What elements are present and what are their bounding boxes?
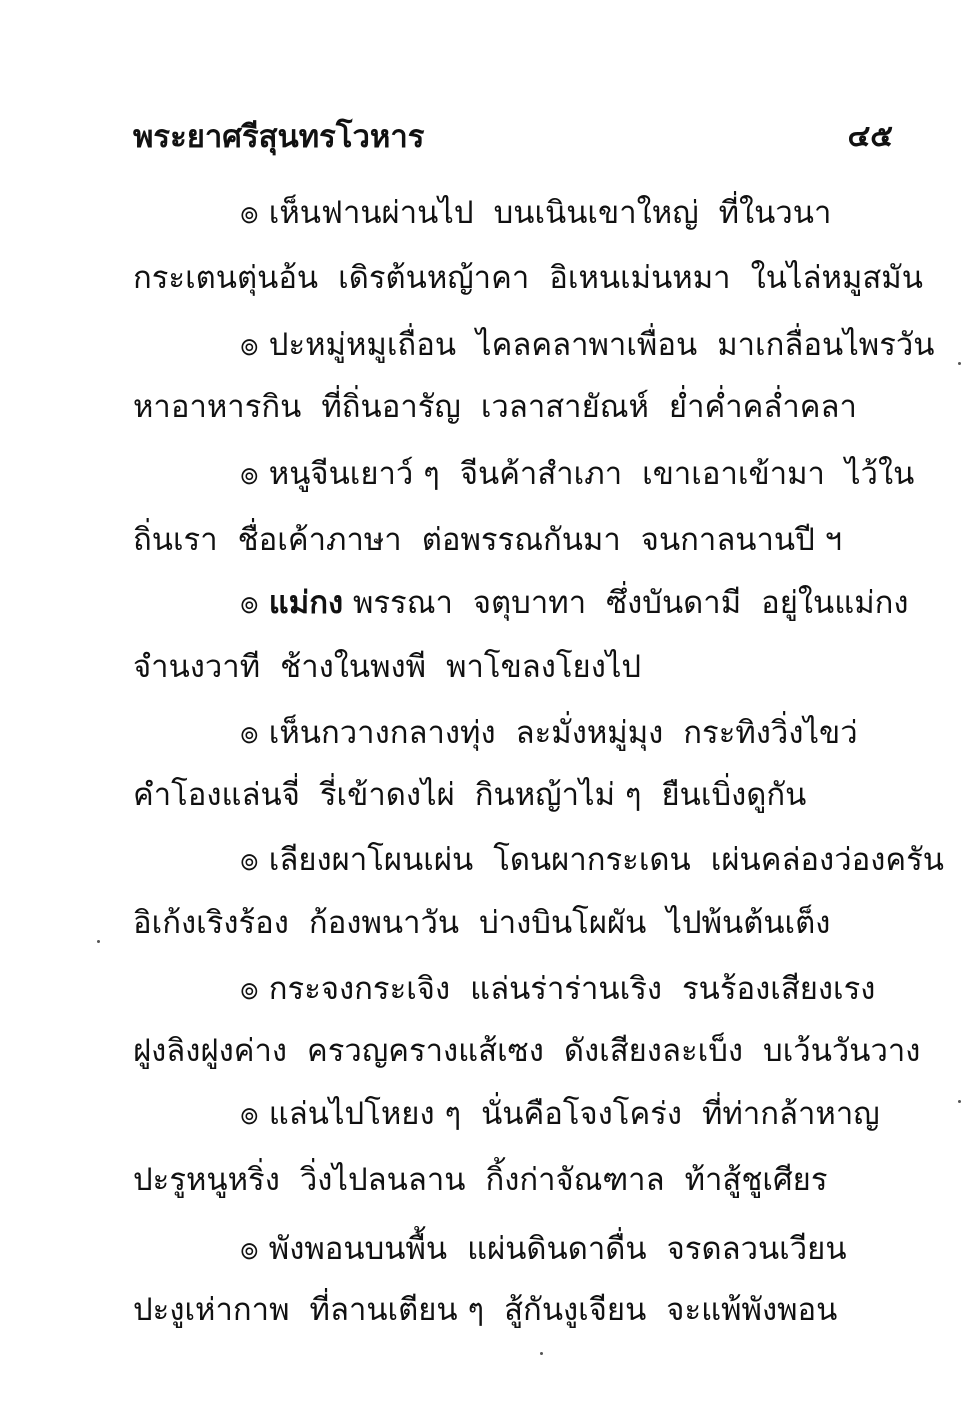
verse-line bbox=[240, 447, 915, 501]
verse-phrase: เขาเอาเข้ามา bbox=[642, 456, 825, 492]
verse-phrase: อยู่ในแม่กง bbox=[761, 585, 909, 621]
verse-line bbox=[133, 768, 896, 822]
verse-phrase: คำโองแล่นจี่ bbox=[133, 777, 300, 813]
verse-phrase: เวลาสายัณห์ bbox=[480, 389, 649, 425]
verse-line bbox=[240, 833, 944, 887]
verse-phrase: ก้องพนาวัน bbox=[308, 905, 460, 941]
verse-phrase: จตุบาทา bbox=[472, 585, 587, 621]
scan-speck bbox=[97, 940, 100, 943]
verse-phrase: จีนค้าสำเภา bbox=[459, 456, 623, 492]
verse-phrase: ต่อพรรณกันมา bbox=[421, 522, 621, 558]
verse-line bbox=[133, 380, 896, 434]
verse-phrase: ปะงูเห่ากาพ bbox=[133, 1292, 290, 1328]
verse-phrase: บ่างบินโผผัน bbox=[479, 905, 647, 941]
page-number: ๔๕ bbox=[847, 119, 893, 154]
verse-line bbox=[133, 896, 896, 950]
verse-phrase: ที่ในวนา bbox=[718, 195, 832, 231]
verse-line bbox=[240, 1222, 896, 1276]
verse-line bbox=[133, 640, 896, 694]
verse-line bbox=[133, 1153, 896, 1207]
verse-phrase: เผ่นคล่องว่องครัน bbox=[710, 842, 944, 878]
verse-phrase: ซึ่งบันดามี bbox=[606, 585, 742, 621]
verse-phrase: ถิ่นเรา bbox=[133, 522, 218, 558]
scan-speck bbox=[958, 362, 961, 365]
verse-phrase: มาเกลื่อนไพรวัน bbox=[717, 327, 935, 363]
running-head-title: พระยาศรีสุนทรโวหาร bbox=[133, 119, 425, 155]
verse-phrase: ยืนเบิ่งดูกัน bbox=[661, 777, 807, 813]
verse-line bbox=[240, 706, 896, 760]
verse-phrase: พรรณา bbox=[352, 585, 453, 621]
verse-line bbox=[240, 186, 896, 240]
section-heading-word: แม่กง bbox=[268, 585, 344, 621]
verse-phrase: ชื่อเค้าภาษา bbox=[237, 522, 402, 558]
verse-phrase: ๏ พังพอนบนพื้น bbox=[240, 1231, 448, 1267]
verse-phrase: ปะรูหนูหริ่ง bbox=[133, 1162, 280, 1198]
verse-phrase: ย่ำค่ำคล่ำคลา bbox=[668, 389, 857, 425]
verse-phrase: ที่ถิ่นอารัญ bbox=[321, 389, 461, 425]
verse-phrase: อิเก้งเริงร้อง bbox=[133, 905, 289, 941]
verse-line bbox=[240, 318, 935, 372]
scan-speck bbox=[958, 1100, 961, 1103]
verse-phrase: ดังเสียงละเบ็ง bbox=[563, 1033, 744, 1069]
verse-phrase: อิเหนเม่นหมา bbox=[549, 260, 731, 296]
verse-phrase: ๏ เห็นกวางกลางทุ่ง bbox=[240, 715, 496, 751]
page-header bbox=[133, 112, 893, 162]
verse-phrase: ที่ลานเตียน ๆ bbox=[309, 1292, 485, 1328]
verse-phrase: จะแพ้พังพอน bbox=[666, 1292, 838, 1328]
verse-phrase: ในไล่หมูสมัน bbox=[750, 260, 923, 296]
verse-phrase: ฝูงลิงฝูงค่าง bbox=[133, 1033, 288, 1069]
verse-phrase: แล่นร่าร่านเริง bbox=[470, 971, 662, 1007]
verse-phrase: ท้าสู้ชูเศียร bbox=[684, 1162, 828, 1198]
verse-line bbox=[240, 1087, 896, 1141]
verse-phrase: ที่ท่ากล้าหาญ bbox=[701, 1096, 880, 1132]
verse-phrase: เดิรต้นหญ้าคา bbox=[338, 260, 530, 296]
verse-phrase: แผ่นดินดาดื่น bbox=[467, 1231, 647, 1267]
verse-phrase: กินหญ้าไม่ ๆ bbox=[474, 777, 642, 813]
verse-phrase: กิ้งก่าจัณฑาล bbox=[485, 1162, 665, 1198]
verse-phrase: พาโขลงโยงไป bbox=[446, 649, 642, 685]
verse-phrase: กระทิงวิ่งไขว่ bbox=[683, 715, 858, 751]
verse-phrase: บเว้นวันวาง bbox=[763, 1033, 921, 1069]
verse-phrase: ๏ แล่นไปโหยง ๆ bbox=[240, 1096, 462, 1132]
verse-phrase: ไคลคลาพาเพื่อน bbox=[476, 327, 698, 363]
verse-phrase: หาอาหารกิน bbox=[133, 389, 302, 425]
verse-phrase: ช้างในพงพี bbox=[280, 649, 427, 685]
verse-phrase: ๏ กระจงกระเจิง bbox=[240, 971, 451, 1007]
verse-phrase: ละมั่งหมู่มุง bbox=[515, 715, 664, 751]
verse-phrase: จำนงวาที bbox=[133, 649, 261, 685]
verse-phrase: บนเนินเขาใหญ่ bbox=[493, 195, 699, 231]
verse-phrase: โดนผากระเดน bbox=[493, 842, 691, 878]
verse-phrase: ๏ เห็นฟานผ่านไป bbox=[240, 195, 474, 231]
verse-phrase: จรดลวนเวียน bbox=[666, 1231, 847, 1267]
verse-phrase: ๏ เลียงผาโผนเผ่น bbox=[240, 842, 474, 878]
stanza-marker: ๏ bbox=[240, 585, 259, 621]
verse-phrase: กระเตนตุ่นอ้น bbox=[133, 260, 319, 296]
verse-line bbox=[240, 962, 896, 1016]
verse-phrase: รนร้องเสียงเรง bbox=[681, 971, 876, 1007]
verse-phrase: ๏ ปะหมู่หมูเถื่อน bbox=[240, 327, 457, 363]
verse-phrase: รี่เข้าดงไผ่ bbox=[319, 777, 455, 813]
verse-phrase: ครวญครางแส้เซง bbox=[307, 1033, 544, 1069]
verse-phrase: นั่นคือโจงโคร่ง bbox=[481, 1096, 682, 1132]
scan-speck bbox=[540, 1352, 543, 1355]
verse-line bbox=[240, 576, 909, 630]
verse-phrase: ๏ หนูจีนเยาว์ ๆ bbox=[240, 456, 440, 492]
verse-phrase: วิ่งไปลนลาน bbox=[299, 1162, 466, 1198]
verse-line bbox=[133, 1283, 896, 1337]
verse-phrase: ไว้ใน bbox=[844, 456, 915, 492]
verse-line bbox=[133, 1024, 921, 1078]
verse-line bbox=[133, 251, 923, 305]
verse-line bbox=[133, 513, 896, 567]
verse-phrase: จนกาลนานปี ฯ bbox=[640, 522, 843, 558]
verse-phrase: สู้กันงูเจียน bbox=[504, 1292, 647, 1328]
verse-phrase: ไปพ้นต้นเต็ง bbox=[666, 905, 831, 941]
